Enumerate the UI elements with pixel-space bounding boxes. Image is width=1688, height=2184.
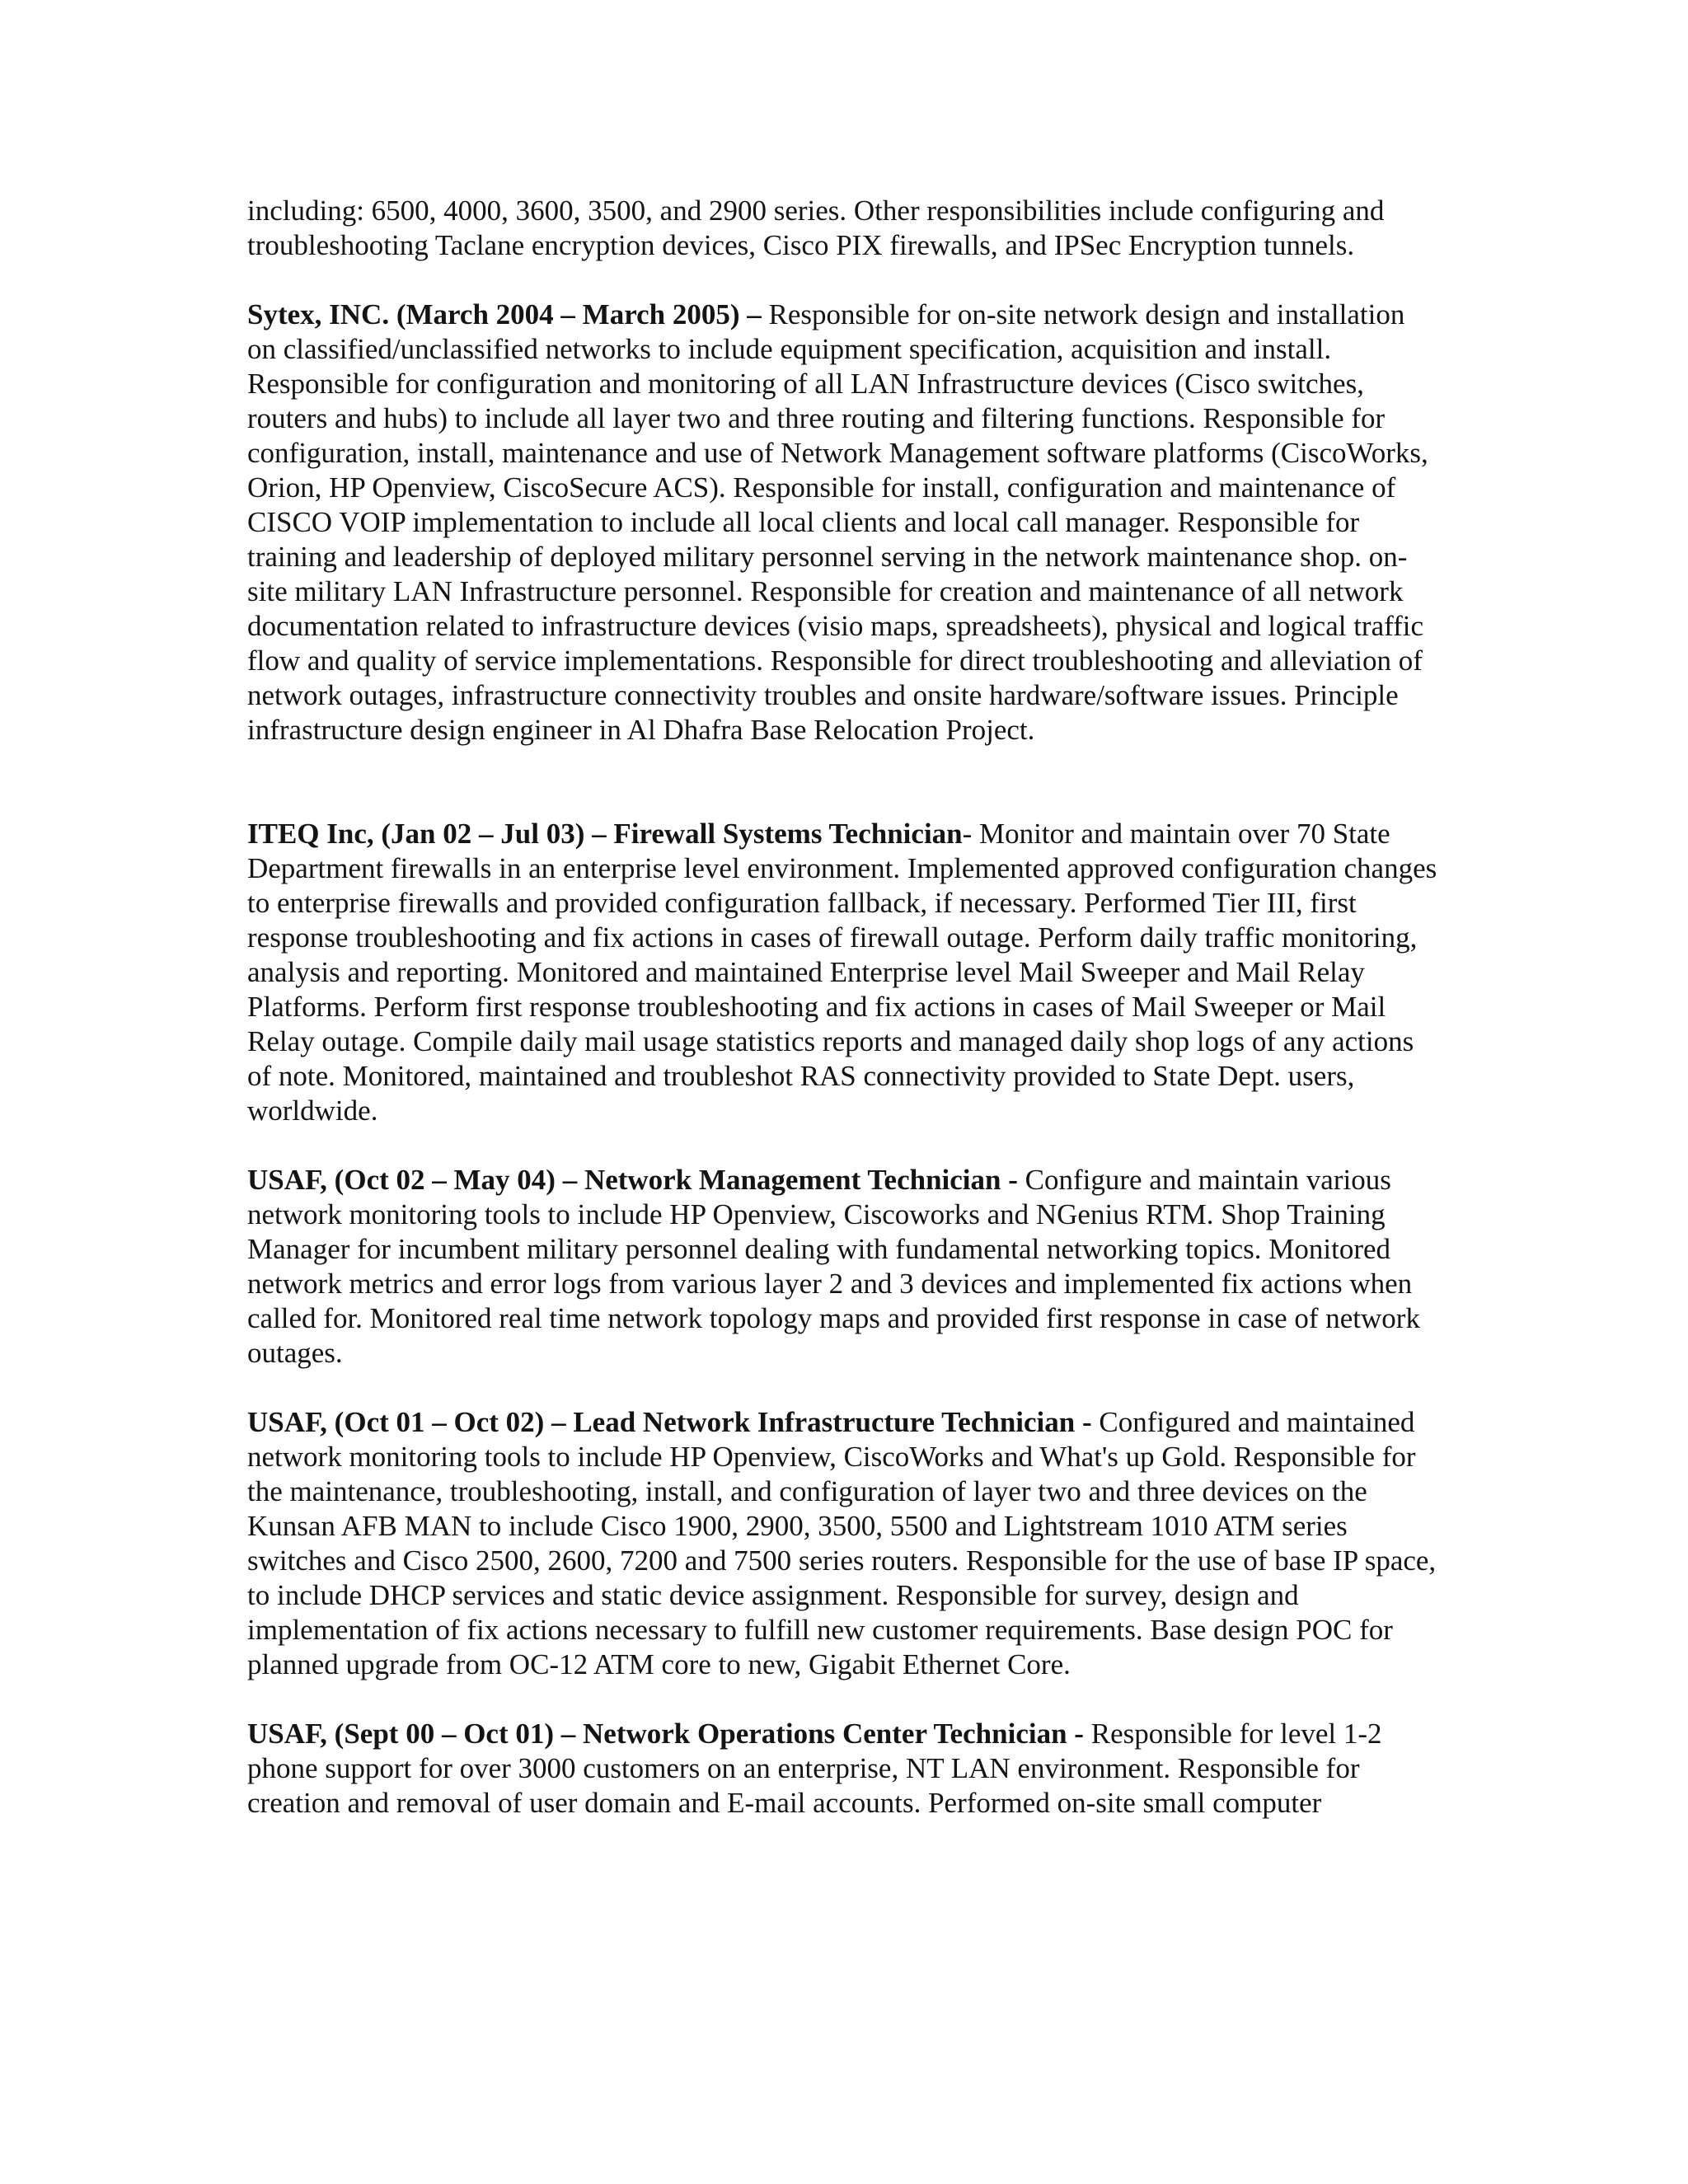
paragraph-heading: Sytex, INC. (March 2004 – March 2005) – [247,298,769,330]
paragraph-equipment-continuation [247,194,1438,263]
paragraph-usaf-network-management [247,1163,1438,1371]
paragraph-text: including: 6500, 4000, 3600, 3500, and 2900 series. Other responsibilities include configuring and troubleshooting Taclane encryption devices, Cisco PIX firewalls, and IPSec Encryption tunnels. [247,194,1385,261]
paragraph-spacer [247,1371,1438,1405]
paragraph-text: - Monitor and maintain over 70 State Department firewalls in an enterprise level environment. Implemented approved configuration changes to enterprise firewalls and provided configuration fallback, if necessary. Performed Tier III, first response troubleshooting and fix actions in cases of firewall outage. Perform daily traffic monitoring, analysis and reporting. Monitored and maintained Enterprise level Mail Sweeper and Mail Relay Platforms. Perform first response troubleshooting and fix actions in cases of Mail Sweeper or Mail Relay outage. Compile daily mail usage statistics reports and managed daily shop logs of any actions of note. Monitored, maintained and troubleshot RAS connectivity provided to State Dept. users, worldwide. [247,818,1437,1127]
paragraph-heading: USAF, (Oct 02 – May 04) – Network Management Technician - [247,1164,1025,1196]
paragraph-spacer [247,1128,1438,1163]
paragraph-text: Responsible for level 1-2 phone support for over 3000 customers on an enterprise, NT LAN environment. Responsible for creation and removal of user domain and E-mail accounts. Performed on-site small computer [247,1718,1382,1819]
paragraph-heading: USAF, (Sept 00 – Oct 01) – Network Operations Center Technician - [247,1718,1091,1750]
paragraph-usaf-lead-infrastructure [247,1405,1438,1682]
paragraph-text: Configured and maintained network monitoring tools to include HP Openview, CiscoWorks and What's up Gold. Responsible for the maintenance, troubleshooting, install, and configuration of layer two and three devices on the Kunsan AFB MAN to include Cisco 1900, 2900, 3500, 5500 and Lightstream 1010 ATM series switches and Cisco 2500, 2600, 7200 and 7500 series routers. Responsible for the use of base IP space, to include DHCP services and static device assignment. Responsible for survey, design and implementation of fix actions necessary to fulfill new customer requirements. Base design POC for planned upgrade from OC-12 ATM core to new, Gigabit Ethernet Core. [247,1406,1437,1680]
paragraph-heading: ITEQ Inc, (Jan 02 – Jul 03) – Firewall Systems Technician [247,818,963,850]
paragraph-heading: USAF, (Oct 01 – Oct 02) – Lead Network Infrastructure Technician - [247,1406,1100,1438]
paragraph-usaf-noc [247,1717,1438,1821]
document-body [247,194,1438,1821]
paragraph-spacer [247,263,1438,298]
paragraph-spacer [247,748,1438,817]
paragraph-sytex [247,298,1438,748]
paragraph-spacer [247,1682,1438,1717]
paragraph-text: Responsible for on-site network design and installation on classified/unclassified networks to include equipment specification, acquisition and install. Responsible for configuration and monitoring of all LAN Infrastructure devices (Cisco switches, routers and hubs) to include all layer two and three routing and filtering functions. Responsible for configuration, install, maintenance and use of Network Management software platforms (CiscoWorks, Orion, HP Openview, CiscoSecure ACS). Responsible for install, configuration and maintenance of CISCO VOIP implementation to include all local clients and local call manager. Responsible for training and leadership of deployed military personnel serving in the network maintenance shop. on-site military LAN Infrastructure personnel. Responsible for creation and maintenance of all network documentation related to infrastructure devices (visio maps, spreadsheets), physical and logical traffic flow and quality of service implementations. Responsible for direct troubleshooting and alleviation of network outages, infrastructure connectivity troubles and onsite hardware/software issues. Principle infrastructure design engineer in Al Dhafra Base Relocation Project. [247,298,1428,746]
paragraph-iteq [247,817,1438,1128]
paragraph-text: Configure and maintain various network monitoring tools to include HP Openview, Ciscoworks and NGenius RTM. Shop Training Manager for incumbent military personnel dealing with fundamental networking topics. Monitored network metrics and error logs from various layer 2 and 3 devices and implemented fix actions when called for. Monitored real time network topology maps and provided first response in case of network outages. [247,1164,1420,1369]
